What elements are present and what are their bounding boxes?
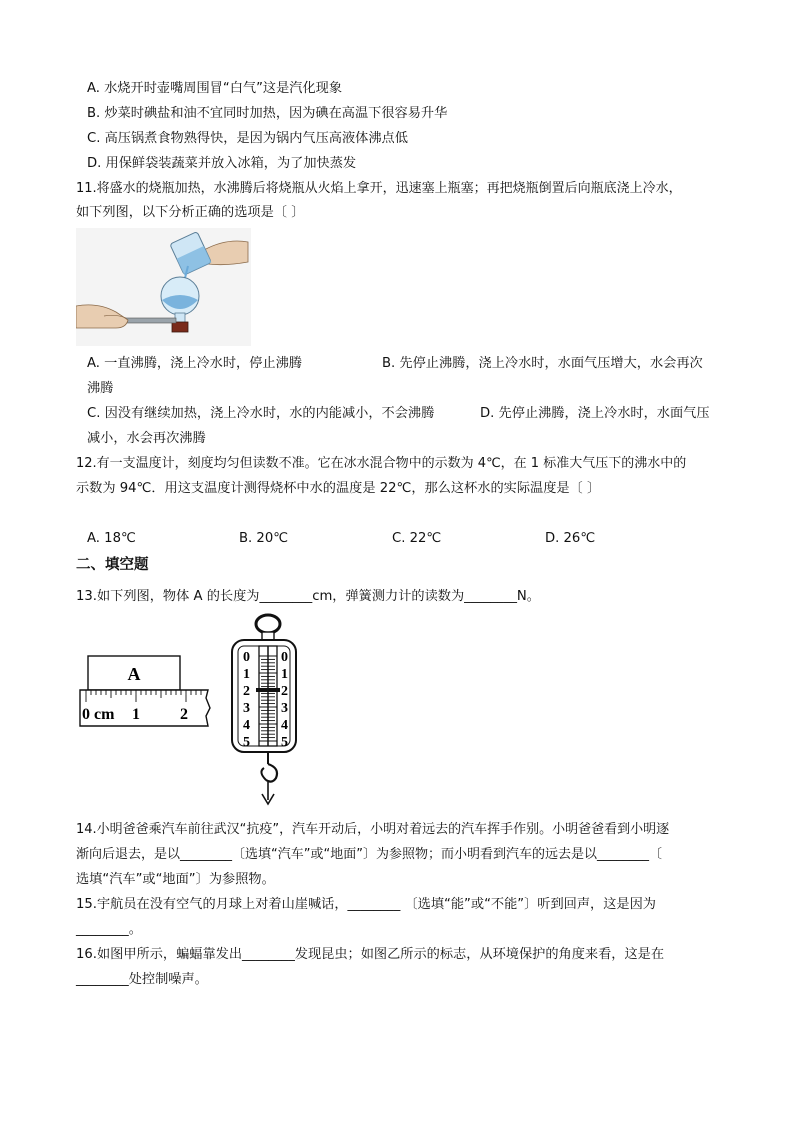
q12-option-a: A. 18℃ <box>87 531 136 546</box>
scale-right-5: 5 <box>281 735 288 750</box>
section-title: 二、填空题 <box>76 557 149 573</box>
q13-stem: 13.如下列图，物体 A 的长度为________cm，弹簧测力计的读数为________N。 <box>76 589 540 604</box>
scale-left-5: 5 <box>243 735 250 750</box>
q11-stem-line2: 如下列图，以下分析正确的选项是〔 〕 <box>76 205 305 220</box>
boiling-flask-figure <box>76 228 251 346</box>
q10-option-c: C. 高压锅煮食物熟得快，是因为锅内气压高液体沸点低 <box>87 131 408 146</box>
q11-option-b-line2: 沸腾 <box>87 381 114 396</box>
scale-right-0: 0 <box>281 650 288 665</box>
scale-left-4: 4 <box>243 718 250 733</box>
scale-left-2: 2 <box>243 684 250 699</box>
q16-line1: 16.如图甲所示，蝙蝠靠发出________发现昆虫；如图乙所示的标志，从环境保护的角度来看，这是在 <box>76 947 665 962</box>
spring-scale-figure <box>226 612 302 808</box>
q11-option-d-line1: D. 先停止沸腾，浇上冷水时，水面气压 <box>480 406 710 421</box>
q10-option-a: A. 水烧开时壶嘴周围冒“白气”这是汽化现象 <box>87 81 343 96</box>
scale-right-3: 3 <box>281 701 288 716</box>
q10-option-d: D. 用保鲜袋装蔬菜并放入冰箱，为了加快蒸发 <box>87 156 357 171</box>
q11-option-b-line1: B. 先停止沸腾，浇上冷水时，水面气压增大，水会再次 <box>382 356 703 371</box>
scale-left-1: 1 <box>243 667 250 682</box>
q16-line2: ________处控制噪声。 <box>76 972 208 987</box>
ruler-label-1: 1 <box>132 706 140 723</box>
scale-right-2: 2 <box>281 684 288 699</box>
q12-stem-line2: 示数为 94℃．用这支温度计测得烧杯中水的温度是 22℃，那么这杯水的实际温度是〔 〕 <box>76 481 601 496</box>
scale-right-1: 1 <box>281 667 288 682</box>
q14-line2: 渐向后退去，是以________〔选填“汽车”或“地面”〕为参照物；而小明看到汽车的远去是以________〔 <box>76 847 662 862</box>
q10-option-b: B. 炒菜时碘盐和油不宜同时加热，因为碘在高温下很容易升华 <box>87 106 448 121</box>
ruler-label-2: 2 <box>180 706 188 723</box>
q11-option-a: A. 一直沸腾，浇上冷水时，停止沸腾 <box>87 356 302 371</box>
q12-option-c: C. 22℃ <box>392 531 442 546</box>
q12-option-b: B. 20℃ <box>239 531 289 546</box>
scale-left-3: 3 <box>243 701 250 716</box>
ruler-figure <box>78 652 214 742</box>
block-a-label: A <box>127 664 141 684</box>
q15-line2: ________。 <box>76 922 142 937</box>
q11-option-d-line2: 减小，水会再次沸腾 <box>87 431 206 446</box>
q12-stem-line1: 12.有一支温度计，刻度均匀但读数不准。它在冰水混合物中的示数为 4℃，在 1 标准大气压下的沸水中的 <box>76 456 687 471</box>
scale-right-4: 4 <box>281 718 288 733</box>
q14-line3: 选填“汽车”或“地面”〕为参照物。 <box>76 872 275 887</box>
q15-line1: 15.宇航员在没有空气的月球上对着山崖喊话，________ 〔选填“能”或“不能”〕听到回声，这是因为 <box>76 897 656 912</box>
q11-stem-line1: 11.将盛水的烧瓶加热，水沸腾后将烧瓶从火焰上拿开，迅速塞上瓶塞；再把烧瓶倒置后向瓶底浇上冷水， <box>76 181 682 196</box>
ruler-label-0: 0 cm <box>82 706 115 723</box>
q11-option-c: C. 因没有继续加热，浇上冷水时，水的内能减小，不会沸腾 <box>87 406 435 421</box>
scale-left-0: 0 <box>243 650 250 665</box>
q14-line1: 14.小明爸爸乘汽车前往武汉“抗疫”，汽车开动后，小明对着远去的汽车挥手作别。小明爸爸看到小明逐 <box>76 822 670 837</box>
q12-option-d: D. 26℃ <box>545 531 596 546</box>
